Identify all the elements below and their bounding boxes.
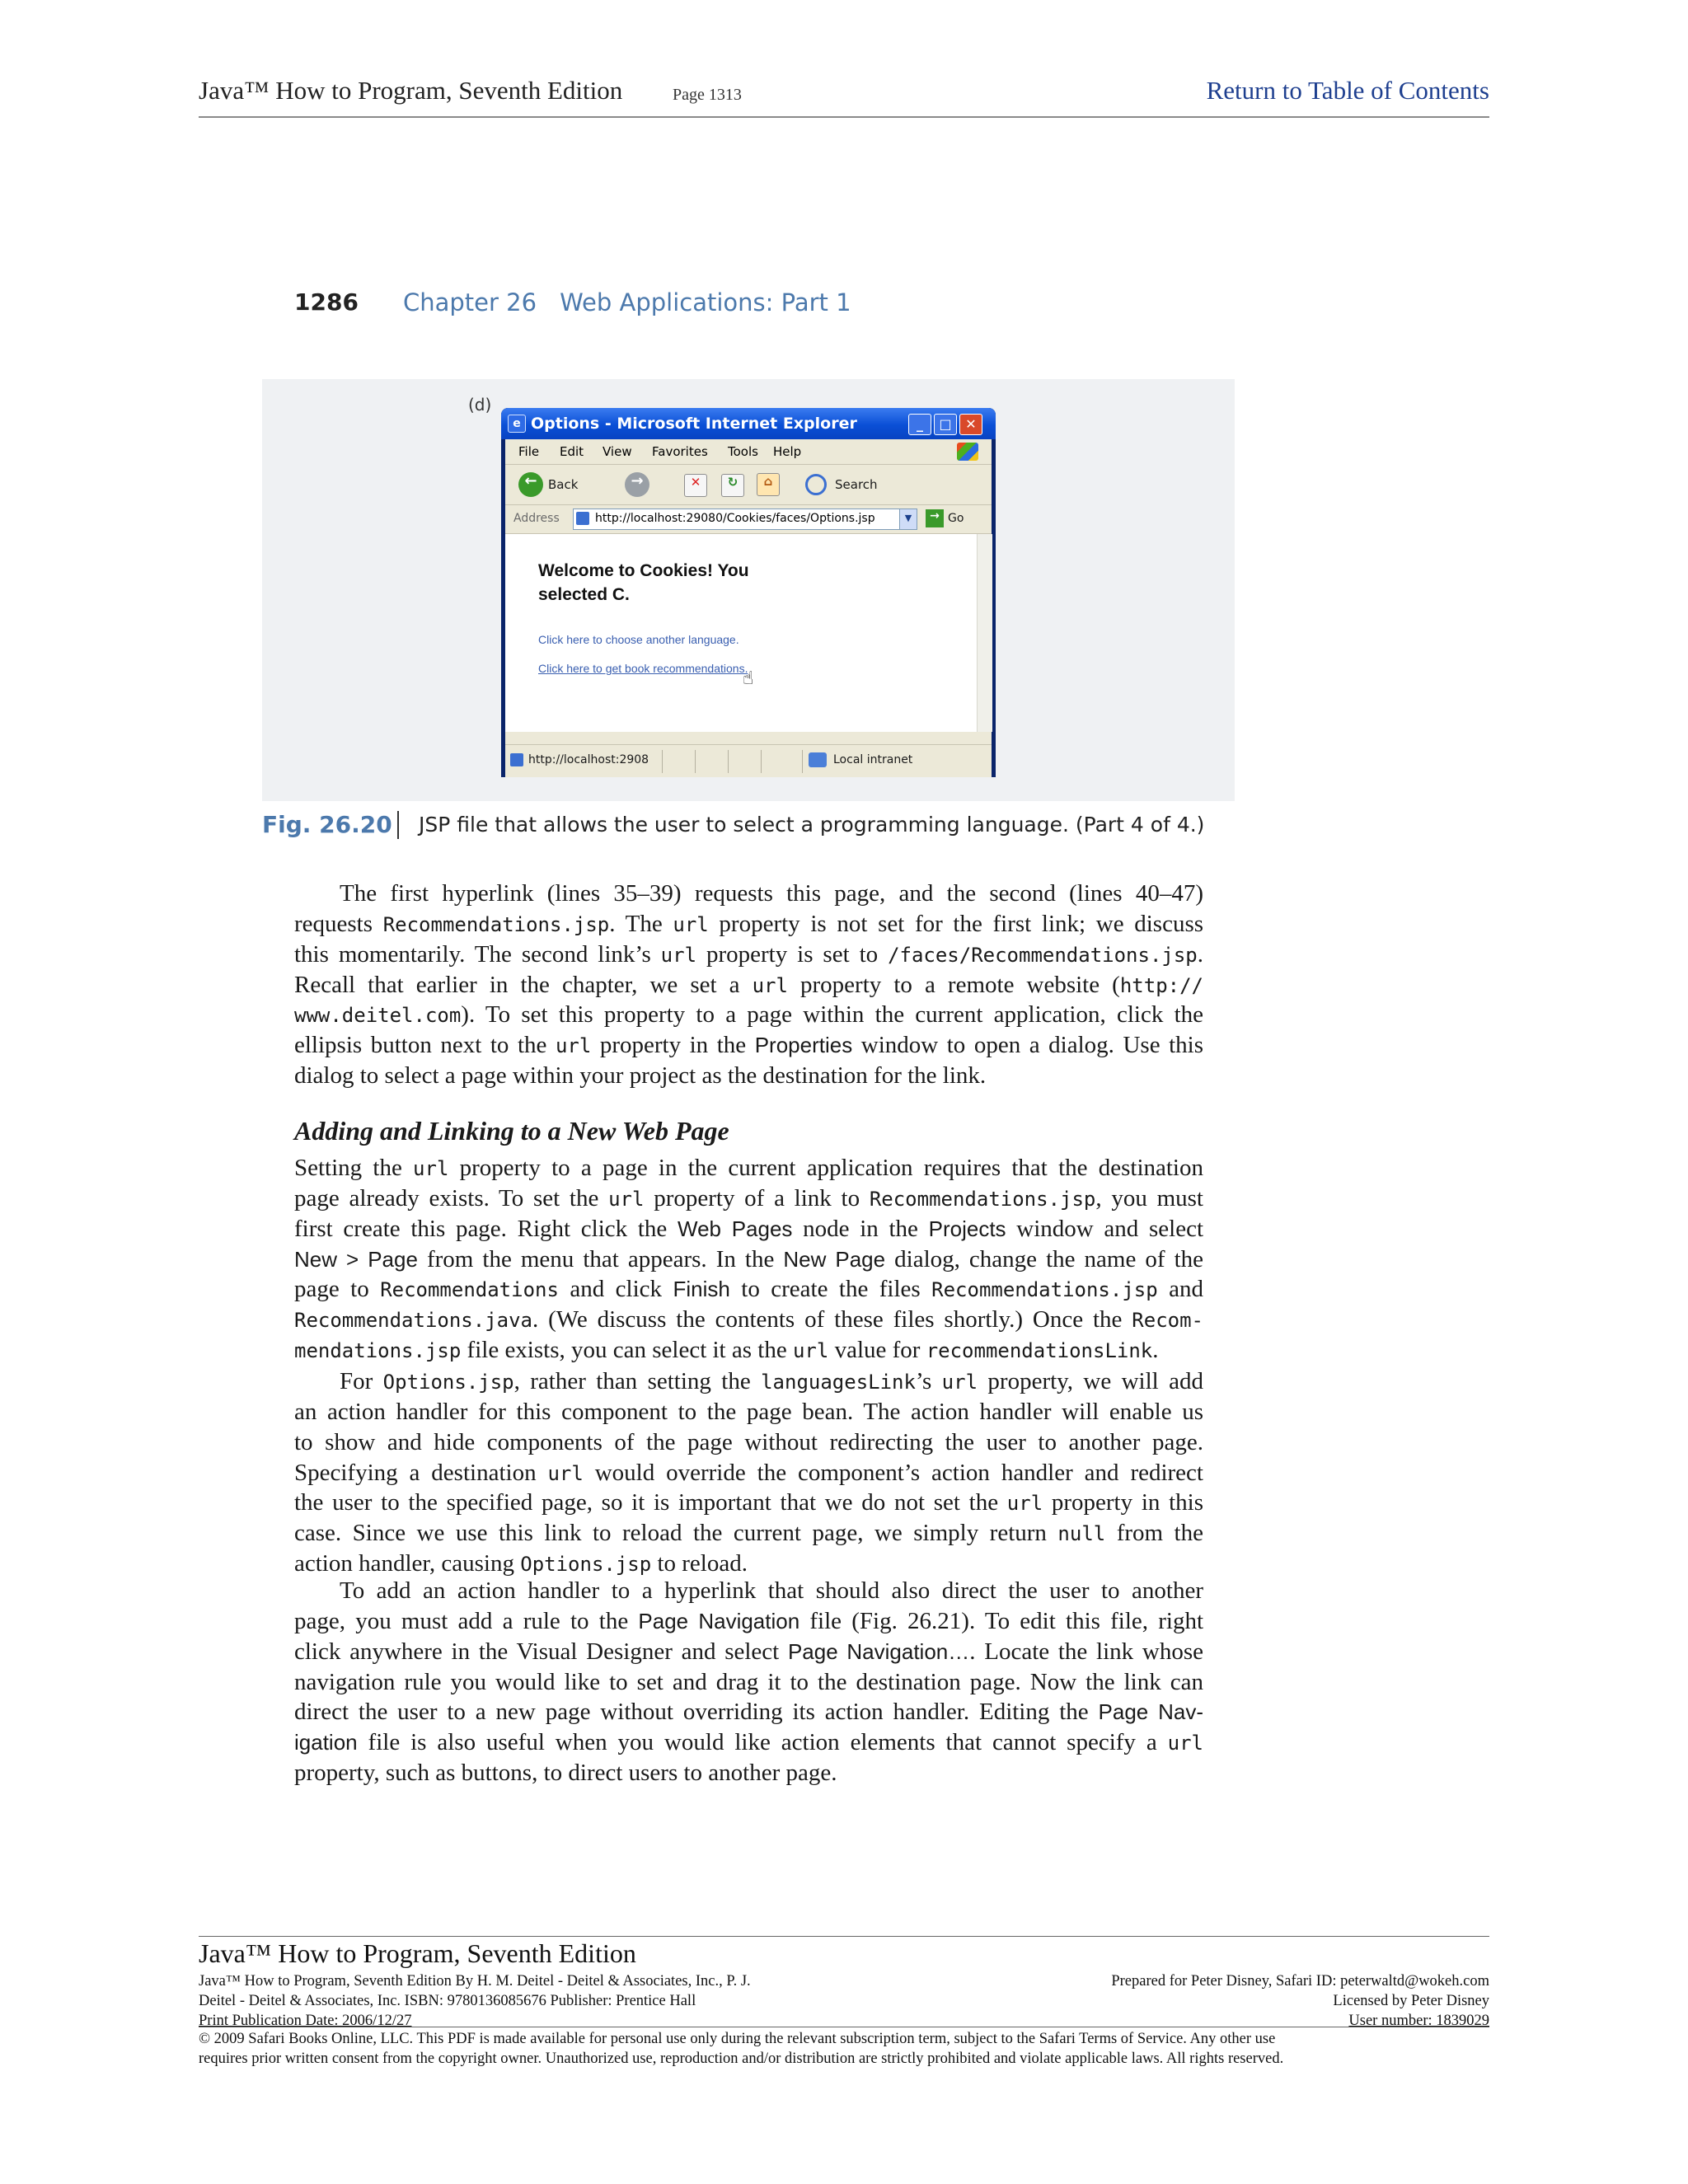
footer-copyright-1: © 2009 Safari Books Online, LLC. This PDF is made available for personal use only during the relevant subscription term, subject to the Safari Terms of Service. Any other use	[199, 2031, 1276, 2047]
browser-window	[501, 408, 996, 777]
status-divider	[662, 750, 663, 773]
browser-body	[505, 439, 992, 777]
ui-term: New Page	[783, 1246, 886, 1272]
body-line: navigation rule you would like to set and drag it to the destination page. Now the link can	[294, 1668, 1203, 1695]
code-term: recommendationsLink	[926, 1339, 1153, 1363]
code-term: Recommendations.jsp	[869, 1187, 1096, 1211]
book-recommendations-link[interactable]: Click here to get book recommendations.	[538, 662, 748, 675]
ie-logo-icon: e	[508, 415, 526, 433]
footer-prepared-for: Prepared for Peter Disney, Safari ID: peterwaltd@wokeh.com	[1111, 1973, 1489, 1990]
chevron-down-icon[interactable]: ▼	[899, 509, 917, 530]
menu-file[interactable]: File	[518, 444, 540, 459]
body-line: New > Page from the menu that appears. In the New Page dialog, change the name of the	[294, 1245, 1203, 1272]
figure-part-label: (d)	[468, 395, 492, 415]
running-header-page: Page 1313	[673, 86, 742, 104]
chapter-title: Web Applications: Part 1	[560, 288, 851, 316]
code-term: www.deitel.com	[294, 1004, 462, 1028]
body-line: dialog to select a page within your project as the destination for the link.	[294, 1062, 987, 1090]
body-line: page to Recommendations and click Finish to create the files Recommendations.jsp and	[294, 1276, 1203, 1303]
caption-divider	[397, 811, 399, 839]
address-url: http://localhost:29080/Cookies/faces/Options.jsp	[595, 512, 875, 525]
address-label: Address	[513, 512, 560, 525]
web-page-content	[505, 534, 977, 732]
maximize-button[interactable]: □	[934, 414, 957, 435]
footer-title: Java™ How to Program, Seventh Edition	[199, 1938, 636, 1968]
body-line: The first hyperlink (lines 35–39) requests this page, and the second (lines 40–47)	[340, 880, 1203, 907]
menu-bar	[505, 439, 992, 465]
body-line: igation file is also useful when you would like action elements that cannot specify a url	[294, 1729, 1203, 1756]
ui-term: Page Navigation…	[787, 1638, 970, 1664]
section-heading: Adding and Linking to a New Web Page	[294, 1116, 729, 1146]
header-divider	[199, 116, 1489, 118]
book-page-number: 1286	[294, 288, 359, 316]
menu-view[interactable]: View	[603, 444, 632, 459]
code-term: url	[941, 1371, 978, 1394]
home-icon[interactable]: ⌂	[757, 473, 780, 496]
ui-term: Projects	[928, 1216, 1006, 1241]
body-line: case. Since we use this link to reload the current page, we simply return null from the	[294, 1520, 1203, 1547]
figure-caption-number: Fig. 26.20	[262, 811, 392, 838]
figure-caption-text: JSP file that allows the user to select a programming language. (Part 4 of 4.)	[419, 813, 1205, 837]
chapter-number: Chapter 26	[403, 288, 537, 316]
body-line: www.deitel.com). To set this property to a page within the current application, click the	[294, 1001, 1203, 1029]
code-term: mendations.jsp	[294, 1339, 462, 1363]
stop-icon[interactable]: ✕	[684, 474, 707, 497]
code-term: /faces/Recommendations.jsp	[888, 943, 1198, 967]
ui-term: Web Pages	[678, 1216, 793, 1241]
body-line: requests Recommendations.jsp. The url property is not set for the first link; we discuss	[294, 910, 1204, 937]
code-term: url	[673, 912, 709, 936]
address-bar	[505, 505, 992, 534]
body-line: Recommendations.java. (We discuss the contents of these files shortly.) Once the Recom-	[294, 1306, 1203, 1333]
code-term: url	[660, 943, 697, 967]
close-button[interactable]: ✕	[959, 414, 982, 435]
status-zone: Local intranet	[833, 753, 913, 766]
ui-term: Properties	[754, 1033, 853, 1058]
chapter-heading	[403, 288, 851, 316]
code-term: url	[1006, 1492, 1043, 1516]
minimize-button[interactable]: _	[908, 414, 931, 435]
vertical-scrollbar[interactable]	[977, 534, 992, 732]
footer-date-line: Print Publication Date: 2006/12/27	[199, 2013, 412, 2029]
menu-help[interactable]: Help	[773, 444, 802, 459]
body-line: click anywhere in the Visual Designer and select Page Navigation…. Locate the link whose	[294, 1638, 1203, 1665]
menu-favorites[interactable]: Favorites	[652, 444, 708, 459]
code-term: url	[752, 973, 788, 997]
status-divider	[802, 750, 803, 773]
return-to-toc-link[interactable]: Return to Table of Contents	[1206, 76, 1489, 105]
browser-title: Options - Microsoft Internet Explorer	[531, 415, 857, 433]
back-button-label[interactable]: Back	[548, 477, 579, 492]
code-term: url	[555, 1034, 592, 1058]
code-term: url	[413, 1157, 449, 1180]
address-input[interactable]	[573, 509, 903, 530]
ui-term: igation	[294, 1730, 358, 1755]
footer-copyright-2: requires prior written consent from the copyright owner. Unauthorized use, reproduction and/or distribution are strictly prohibited and violate applicable laws. All rights reserved.	[199, 2050, 1284, 2067]
body-line: To add an action handler to a hyperlink that should also direct the user to another	[340, 1577, 1203, 1604]
body-line: property, such as buttons, to direct users to another page.	[294, 1760, 837, 1787]
code-term: Recommendations.jsp	[382, 912, 610, 936]
code-term: Recom-	[1132, 1309, 1203, 1333]
ui-term: Finish	[673, 1277, 730, 1302]
footer-isbn-line: Deitel - Deitel & Associates, Inc. ISBN: 9780136085676 Publisher: Prentice Hall	[199, 1993, 696, 2009]
go-button-label[interactable]: Go	[948, 512, 964, 525]
toolbar	[505, 465, 992, 505]
intranet-icon	[809, 752, 827, 767]
status-divider	[761, 750, 762, 773]
code-term: null	[1057, 1522, 1106, 1546]
body-line: page, you must add a rule to the Page Navigation file (Fig. 26.21). To edit this file, right	[294, 1607, 1203, 1634]
status-divider	[695, 750, 696, 773]
code-term: http://	[1119, 973, 1203, 997]
ui-term: Page Navigation	[638, 1608, 800, 1633]
body-line: action handler, causing Options.jsp to reload.	[294, 1550, 748, 1577]
footer-licensed-by: Licensed by Peter Disney	[1333, 1993, 1489, 2009]
status-divider	[728, 750, 729, 773]
browser-title-bar	[501, 408, 996, 439]
forward-arrow-icon[interactable]: →	[625, 472, 649, 497]
code-term: url	[792, 1339, 829, 1363]
footer-user-number: User number: 1839029	[1348, 2013, 1489, 2029]
windows-flag-icon	[957, 443, 978, 461]
code-term: url	[547, 1461, 584, 1485]
body-line: ellipsis button next to the url property in the Properties window to open a dialog. Use this	[294, 1032, 1204, 1059]
body-line: direct the user to a new page without overriding its action handler. Editing the Page Nav-	[294, 1699, 1203, 1726]
body-line: the user to the specified page, so it is important that we do not set the url property in this	[294, 1489, 1203, 1516]
ui-term: New > Page	[294, 1246, 418, 1272]
body-line: an action handler for this component to the page bean. The action handler will enable us	[294, 1398, 1203, 1425]
ui-term: Page Nav-	[1098, 1699, 1203, 1725]
menu-edit[interactable]: Edit	[560, 444, 584, 459]
body-line: For Options.jsp, rather than setting the languagesLink’s url property, we will add	[340, 1368, 1203, 1394]
refresh-icon[interactable]: ↻	[721, 474, 744, 497]
footer-publication-line: Java™ How to Program, Seventh Edition By H. M. Deitel - Deitel & Associates, Inc., P. J.	[199, 1973, 751, 1990]
running-header-title: Java™ How to Program, Seventh Edition	[199, 76, 623, 105]
body-line: to show and hide components of the page without redirecting the user to another page.	[294, 1428, 1203, 1455]
go-arrow-icon[interactable]: →	[926, 509, 944, 527]
body-line: first create this page. Right click the Web Pages node in the Projects window and select	[294, 1215, 1204, 1242]
body-line: mendations.jsp file exists, you can select it as the url value for recommendationsLink.	[294, 1337, 1159, 1364]
body-line: page already exists. To set the url property of a link to Recommendations.jsp, you must	[294, 1184, 1203, 1212]
body-line: Recall that earlier in the chapter, we set a url property to a remote website (http://	[294, 971, 1203, 998]
page-icon	[576, 512, 589, 525]
code-term: Recommendations.jsp	[931, 1278, 1158, 1302]
code-term: languagesLink	[761, 1371, 916, 1394]
footer-divider	[199, 1936, 1489, 1937]
code-term: Options.jsp	[382, 1371, 514, 1394]
body-line: Setting the url property to a page in the current application requires that the destination	[294, 1155, 1203, 1181]
status-url: http://localhost:2908	[528, 753, 649, 766]
back-arrow-icon[interactable]: ←	[518, 472, 543, 497]
welcome-message: Welcome to Cookies! You selected C.	[538, 561, 749, 604]
page-icon	[510, 753, 523, 766]
menu-tools[interactable]: Tools	[728, 444, 758, 459]
body-line: this momentarily. The second link’s url property is set to /faces/Recommendations.jsp.	[294, 940, 1203, 968]
code-term: url	[1167, 1732, 1203, 1755]
hand-cursor-icon: ☝	[743, 668, 754, 689]
status-bar	[505, 744, 992, 777]
code-term: url	[608, 1187, 645, 1211]
search-icon[interactable]	[805, 474, 827, 495]
code-term: Options.jsp	[520, 1553, 652, 1577]
code-term: Recommendations.java	[294, 1309, 532, 1333]
choose-language-link[interactable]: Click here to choose another language.	[538, 633, 739, 646]
search-button-label[interactable]: Search	[835, 477, 878, 492]
code-term: Recommendations	[380, 1278, 559, 1302]
body-line: Specifying a destination url would override the component’s action handler and redirect	[294, 1459, 1203, 1486]
